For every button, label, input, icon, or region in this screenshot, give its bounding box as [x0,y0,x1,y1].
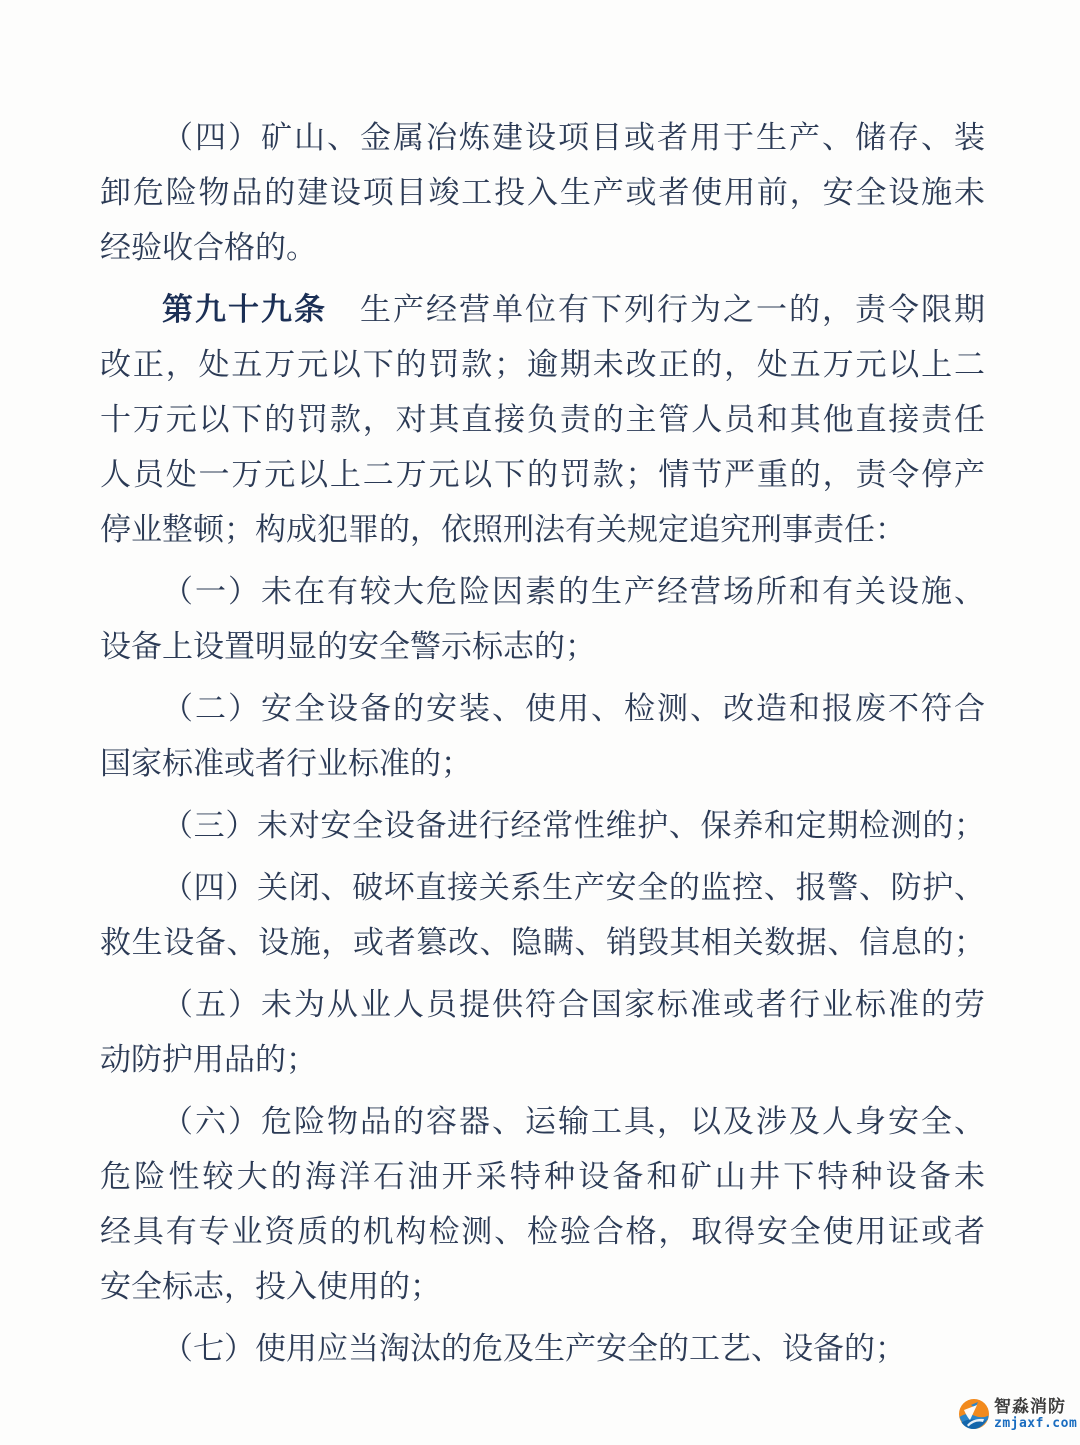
text-line: 人员处一万元以上二万元以下的罚款；情节严重的，责令停产 [100,457,985,492]
text-line: 救生设备、设施，或者篡改、隐瞒、销毁其相关数据、信息的； [100,925,985,960]
paragraph [100,681,985,791]
text-line: （一）未在有较大危险因素的生产经营场所和有关设施、 [162,574,985,609]
watermark [958,1398,1077,1430]
paragraph [100,1094,985,1314]
text-line: 设备上设置明显的安全警示标志的； [100,629,596,664]
text-line: （五）未为从业人员提供符合国家标准或者行业标准的劳 [162,987,985,1022]
text-line: 改正，处五万元以下的罚款；逾期未改正的，处五万元以上二 [100,347,985,382]
text-line: （二）安全设备的安装、使用、检测、改造和报废不符合 [162,691,985,726]
text-line: （四）关闭、破坏直接关系生产安全的监控、报警、防护、 [162,870,985,905]
paragraph [100,798,985,853]
text-line: （四）矿山、金属冶炼建设项目或者用于生产、储存、装 [162,120,985,155]
text-line: 十万元以下的罚款，对其直接负责的主管人员和其他直接责任 [100,402,985,437]
brand-name: 智淼消防 [994,1397,1066,1416]
brand-domain: zmjaxf.com [994,1416,1078,1431]
paragraph [100,110,985,275]
paragraph [100,282,985,557]
text-line: 国家标准或者行业标准的； [100,746,472,781]
document-body [100,110,985,1383]
text-line: 第九十九条 生产经营单位有下列行为之一的，责令限期 [162,292,985,327]
article-number: 第九十九条 [162,292,327,327]
text-line: 动防护用品的； [100,1042,317,1077]
paragraph [100,977,985,1087]
brand-logo-icon [958,1398,990,1430]
text-line: 危险性较大的海洋石油开采特种设备和矿山井下特种设备未 [100,1159,985,1194]
paragraph [100,564,985,674]
text-line: 卸危险物品的建设项目竣工投入生产或者使用前，安全设施未 [100,175,985,210]
text-line: 经具有专业资质的机构检测、检验合格，取得安全使用证或者 [100,1214,985,1249]
text-line: （七）使用应当淘汰的危及生产安全的工艺、设备的； [162,1331,906,1366]
text-line: （六）危险物品的容器、运输工具，以及涉及人身安全、 [162,1104,985,1139]
watermark-text [994,1398,1077,1430]
paragraph [100,1321,985,1376]
text-line: 停业整顿；构成犯罪的，依照刑法有关规定追究刑事责任： [100,512,906,547]
text-line: （三）未对安全设备进行经常性维护、保养和定期检测的； [162,808,985,843]
paragraph [100,860,985,970]
text-line: 安全标志，投入使用的； [100,1269,441,1304]
text-line: 经验收合格的。 [100,230,317,265]
